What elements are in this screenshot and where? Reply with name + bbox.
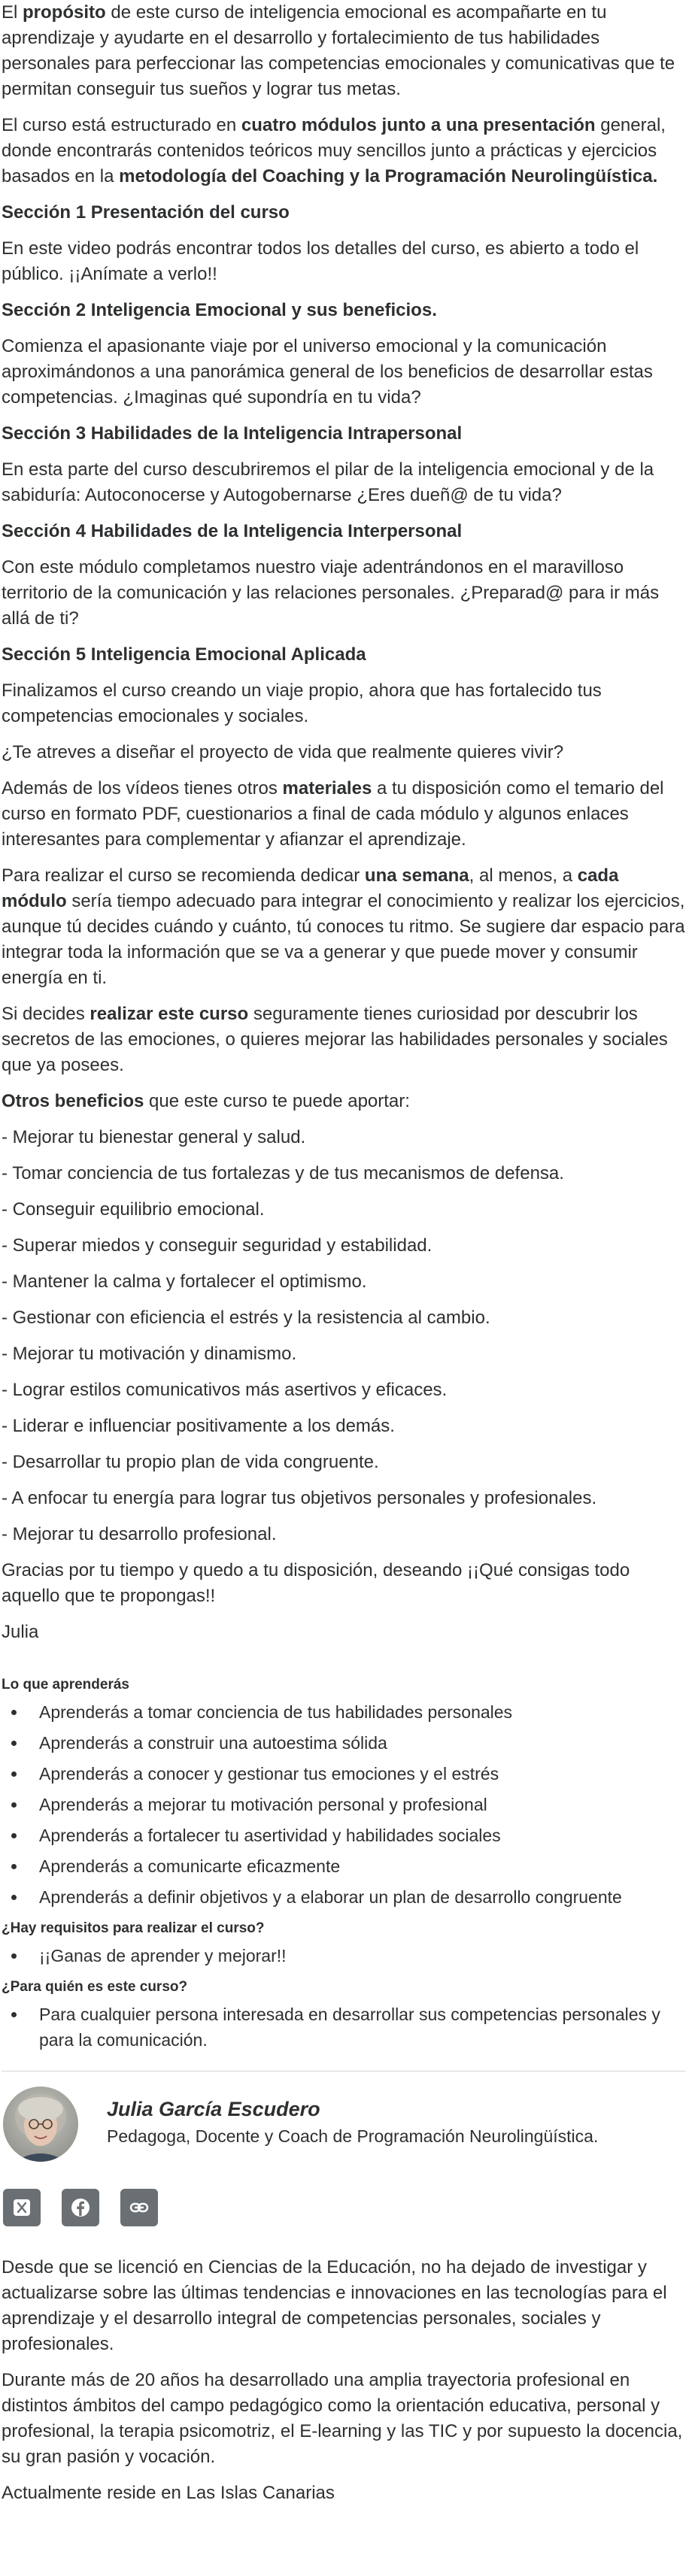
section-5-title: Sección 5 Inteligencia Emocional Aplicada [2, 644, 366, 665]
signature: Julia [2, 1622, 39, 1642]
audience-item: Para cualquier persona interesada en desarrollar sus competencias personales y para la comunicación. [2, 2002, 686, 2053]
benefit-item: - A enfocar tu energía para lograr tus objetivos personales y profesionales. [2, 1488, 597, 1508]
learn-list [2, 1699, 686, 1910]
bio-paragraph-3: Actualmente reside en Las Islas Canarias [2, 2483, 335, 2503]
requirement-item: ¡¡Ganas de aprender y mejorar!! [2, 1943, 686, 1968]
x-twitter-icon [12, 2198, 32, 2217]
benefit-item: - Superar miedos y conseguir seguridad y estabilidad. [2, 1235, 432, 1256]
learn-item: Aprenderás a construir una autoestima sólida [2, 1730, 686, 1756]
section-2-title: Sección 2 Inteligencia Emocional y sus beneficios. [2, 300, 437, 320]
instructor-photo [3, 2087, 78, 2162]
requirements-heading: ¿Hay requisitos para realizar el curso? [2, 1920, 265, 1936]
benefit-item: - Tomar conciencia de tus fortalezas y de tus mecanismos de defensa. [2, 1163, 564, 1183]
learn-item: Aprenderás a comunicarte eficazmente [2, 1853, 686, 1879]
section-4-text: Con este módulo completamos nuestro viaje adentrándonos en el maravilloso territorio de la comunicación y las relaciones personales. ¿Preparad@ para ir más allá de ti? [2, 557, 660, 629]
instructor-title: Pedagoga, Docente y Coach de Programación Neurolingüística. [107, 2126, 599, 2146]
x-twitter-button[interactable] [3, 2189, 41, 2226]
learn-item: Aprenderás a mejorar tu motivación personal y profesional [2, 1792, 686, 1817]
bio-paragraph-1: Desde que se licenció en Ciencias de la Educación, no ha dejado de investigar y actualizarse sobre las últimas tendencias e innovaciones en las tecnologías para el aprendizaje y el desarrollo integral de competencias personales, sociales y profesionales. [2, 2257, 667, 2354]
social-links [3, 2189, 686, 2226]
learn-heading: Lo que aprenderás [2, 1677, 129, 1693]
section-2-text: Comienza el apasionante viaje por el universo emocional y la comunicación aproximándonos a una panorámica general de los beneficios de desarrollar estas competencias. ¿Imaginas qué supondría en tu vida? [2, 336, 653, 408]
instructor-card [2, 2087, 686, 2162]
section-3-title: Sección 3 Habilidades de la Inteligencia Intrapersonal [2, 423, 463, 444]
avatar[interactable] [3, 2087, 78, 2162]
link-icon [129, 2197, 150, 2218]
intro-paragraph-1: El propósito de este curso de inteligencia emocional es acompañarte en tu aprendizaje y ayudarte en el desarrollo y fortalecimiento de tus habilidades personales para perfeccionar las competencias emocionales y comunicativas que te permitan conseguir tus sueños y lograr tus metas. [2, 2, 675, 99]
requirements-list [2, 1943, 686, 1968]
closing-paragraph: Gracias por tu tiempo y quedo a tu disposición, deseando ¡¡Qué consigas todo aquello que te propongas!! [2, 1560, 630, 1606]
learn-item: Aprenderás a tomar conciencia de tus habilidades personales [2, 1699, 686, 1725]
benefit-item: - Mantener la calma y fortalecer el optimismo. [2, 1271, 367, 1292]
benefit-item: - Desarrollar tu propio plan de vida congruente. [2, 1452, 379, 1472]
benefit-item: - Gestionar con eficiencia el estrés y la resistencia al cambio. [2, 1308, 490, 1328]
benefit-item: - Mejorar tu desarrollo profesional. [2, 1524, 277, 1544]
instructor-info [107, 2087, 598, 2148]
section-3-text: En esta parte del curso descubriremos el pilar de la inteligencia emocional y de la sabiduría: Autoconocerse y Autogobernarse ¿Eres dueñ@ de tu vida? [2, 459, 654, 505]
benefit-item: - Mejorar tu motivación y dinamismo. [2, 1344, 297, 1364]
learn-item: Aprenderás a conocer y gestionar tus emociones y el estrés [2, 1761, 686, 1787]
question-paragraph: ¿Te atreves a diseñar el proyecto de vida que realmente quieres vivir? [2, 742, 564, 762]
benefit-item: - Liderar e influenciar positivamente a los demás. [2, 1416, 395, 1436]
bio-paragraph-2: Durante más de 20 años ha desarrollado una amplia trayectoria profesional en distintos ámbitos del campo pedagógico como la orientación educativa, personal y profesional, la terapia psicomotriz, el E-learning y las TIC y por supuesto la docencia, su gran pasión y vocación. [2, 2370, 683, 2467]
benefits-intro: Otros beneficios que este curso te puede aportar: [2, 1091, 410, 1111]
section-1-text: En este video podrás encontrar todos los detalles del curso, es abierto a todo el público. ¡¡Anímate a verlo!! [2, 238, 639, 284]
learn-item: Aprenderás a fortalecer tu asertividad y habilidades sociales [2, 1823, 686, 1848]
section-5-text: Finalizamos el curso creando un viaje propio, ahora que has fortalecido tus competencias emocionales y sociales. [2, 680, 602, 726]
curiosity-paragraph: Si decides realizar este curso seguramente tienes curiosidad por descubrir los secretos de las emociones, o quieres mejorar las habilidades personales y sociales que ya posees. [2, 1004, 668, 1075]
benefit-item: - Lograr estilos comunicativos más asertivos y eficaces. [2, 1380, 448, 1400]
audience-heading: ¿Para quién es este curso? [2, 1979, 188, 1995]
facebook-icon [70, 2197, 91, 2218]
website-link-button[interactable] [120, 2189, 158, 2226]
benefit-item: - Mejorar tu bienestar general y salud. [2, 1127, 306, 1147]
benefit-item: - Conseguir equilibrio emocional. [2, 1199, 265, 1220]
learn-item: Aprenderás a definir objetivos y a elaborar un plan de desarrollo congruente [2, 1884, 686, 1910]
audience-list [2, 2002, 686, 2053]
timing-paragraph: Para realizar el curso se recomienda dedicar una semana, al menos, a cada módulo sería tiempo adecuado para integrar el conocimiento y realizar los ejercicios, aunque tú decides cuándo y cuánto, tú conoces tu ritmo. Se sugiere dar espacio para integrar toda la información que se va a generar y que puede mover y consumir energía en ti. [2, 865, 685, 988]
intro-paragraph-2: El curso está estructurado en cuatro módulos junto a una presentación general, donde encontrarás contenidos teóricos muy sencillos junto a prácticas y ejercicios basados en la metodología del Coaching y la Programación Neurolingüística. [2, 115, 666, 186]
materials-paragraph: Además de los vídeos tienes otros materiales a tu disposición como el temario del curso en formato PDF, cuestionarios a final de cada módulo y algunos enlaces interesantes para complementar y afianzar el aprendizaje. [2, 778, 664, 850]
facebook-button[interactable] [62, 2189, 99, 2226]
instructor-name[interactable]: Julia García Escudero [107, 2098, 320, 2120]
section-1-title: Sección 1 Presentación del curso [2, 202, 290, 223]
section-4-title: Sección 4 Habilidades de la Inteligencia Interpersonal [2, 521, 463, 541]
